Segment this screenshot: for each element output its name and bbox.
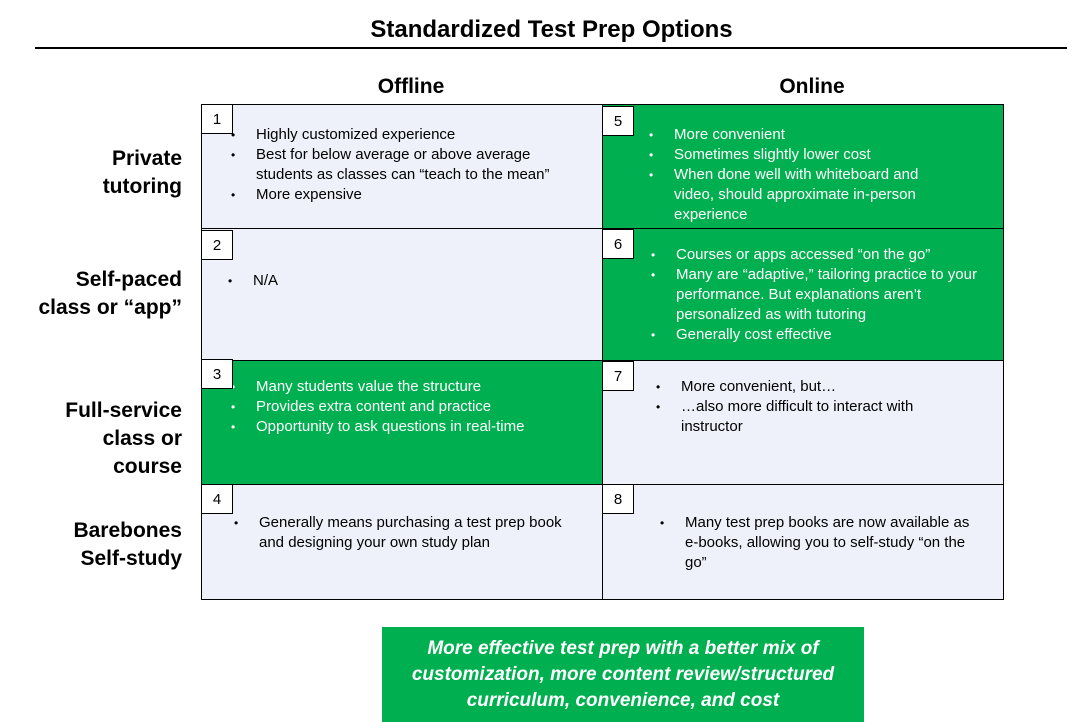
row-header-self-paced (0, 266, 182, 322)
cell-number-badge: 2 (201, 230, 233, 260)
list-item: • Sometimes slightly lower cost (649, 145, 959, 165)
bullet-list (649, 125, 959, 225)
list-item: • Courses or apps accessed “on the go” (651, 245, 996, 265)
cell-number-badge: 8 (602, 484, 634, 514)
list-item: • Provides extra content and practice (231, 397, 581, 417)
list-item: • Many students value the structure (231, 377, 581, 397)
column-header-online: Online (779, 75, 845, 98)
list-item: • More expensive (231, 185, 571, 205)
row-header-line: course (113, 455, 182, 478)
cell-8-barebones-online (602, 484, 1004, 600)
cell-3-fullservice-offline (201, 360, 603, 485)
list-item: • More convenient, but… (656, 377, 956, 397)
list-item: • Many test prep books are now available as e-books, allowing you to self-study “on the go” (660, 513, 980, 573)
row-header-full-service (0, 397, 182, 481)
list-item: • Opportunity to ask questions in real-time (231, 417, 581, 437)
column-header-offline: Offline (377, 75, 445, 98)
row-header-private-tutoring (0, 145, 182, 201)
bullet-list (228, 271, 568, 291)
cell-number-badge: 6 (602, 229, 634, 259)
cell-5-private-online (602, 104, 1004, 229)
cell-2-selfpaced-offline (201, 228, 603, 361)
cell-number-badge: 5 (602, 106, 634, 136)
cell-number-badge: 4 (201, 484, 233, 514)
conclusion-callout: More effective test prep with a better mix of customization, more content review/structured curriculum, convenience, and cost (382, 627, 864, 722)
page-title: Standardized Test Prep Options (370, 16, 733, 43)
list-item: • Many are “adaptive,” tailoring practice to your performance. But explanations aren’t personalized as with tutoring (651, 265, 996, 325)
bullet-list (234, 513, 574, 553)
row-header-line: class or “app” (38, 296, 182, 319)
cell-7-fullservice-online (602, 360, 1004, 485)
row-header-line: Self-study (80, 547, 182, 570)
bullet-list (651, 245, 996, 345)
bullet-list (231, 377, 581, 437)
cell-4-barebones-offline (201, 484, 603, 600)
row-header-line: tutoring (102, 175, 182, 198)
row-header-barebones (0, 517, 182, 573)
list-item: • More convenient (649, 125, 959, 145)
row-header-line: Full-service (65, 399, 182, 422)
bullet-list (656, 377, 956, 437)
list-item: • When done well with whiteboard and video, should approximate in-person experience (649, 165, 959, 225)
row-header-line: Private (111, 147, 182, 170)
list-item: • Highly customized experience (231, 125, 571, 145)
bullet-list (231, 125, 571, 205)
list-item: • Generally cost effective (651, 325, 996, 345)
title-divider (35, 47, 1067, 49)
row-header-line: Self-paced (75, 268, 182, 291)
list-item: • …also more difficult to interact with instructor (656, 397, 956, 437)
cell-number-badge: 1 (201, 104, 233, 134)
cell-number-badge: 3 (201, 359, 233, 389)
cell-number-badge: 7 (602, 361, 634, 391)
row-header-line: class or (102, 427, 182, 450)
list-item: • N/A (228, 271, 568, 291)
list-item: • Best for below average or above average students as classes can “teach to the mean” (231, 145, 571, 185)
row-header-line: Barebones (73, 519, 182, 542)
cell-1-private-offline (201, 104, 603, 229)
list-item: • Generally means purchasing a test prep book and designing your own study plan (234, 513, 574, 553)
cell-6-selfpaced-online (602, 228, 1004, 361)
bullet-list (660, 513, 980, 573)
